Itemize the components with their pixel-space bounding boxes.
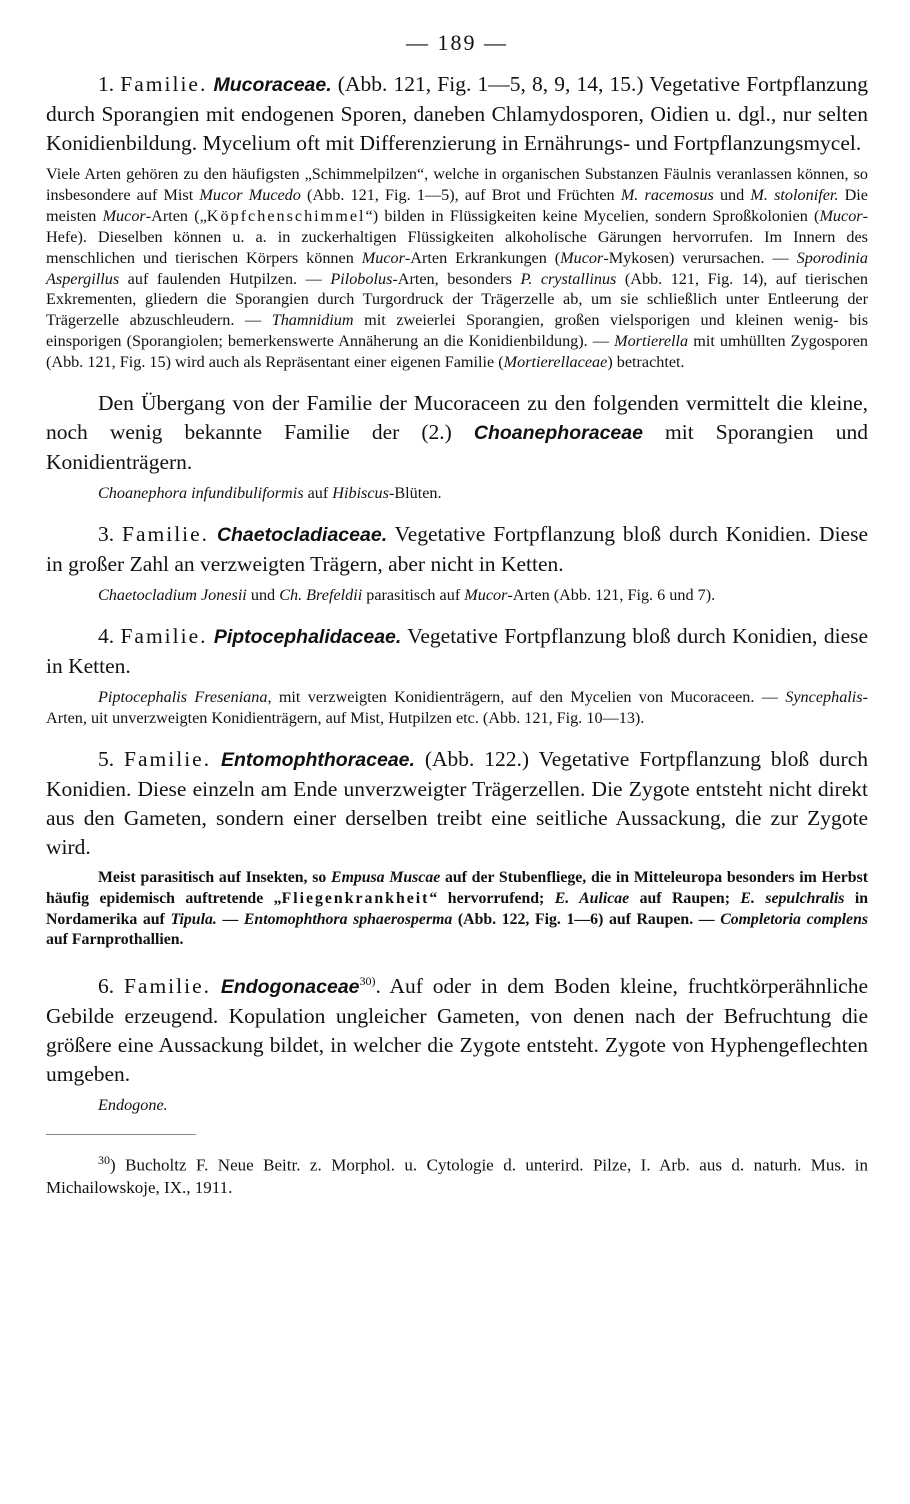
footnote-reference: 30) (359, 974, 376, 989)
family-2-notes: Choanephora infundibuliformis auf Hibiscus-Blüten. (98, 484, 442, 503)
footnote-text: ) Bucholtz F. Neue Beitr. z. Morphol. u. Cytologie d. unterird. Pilze, I. Arb. aus d. naturh. Mus. in Michailowskoje, IX., 1911. (46, 1156, 868, 1198)
family-1-notes: Viele Arten gehören zu den häufigsten „Schimmelpilzen“, welche in organischen Substanzen Fäulnis veranlassen können, so insbesondere auf Mist Mucor Mucedo (Abb. 121, Fig. 1—5), auf Brot und Früchten M. racemosus und M. stolonifer. Die meisten Mucor-Arten („Köpfchenschimmel“) bilden in Flüssigkeiten keine Mycelien, sondern Sproßkolonien (Mucor-Hefe). Dieselben können u. a. in zuckerhaltigen Flüssigkeiten alkoholische Gärungen hervorrufen. Im Innern des menschlichen und tierischen Körpers können Mucor-Arten Erkrankungen (Mucor-Mykosen) verursachen. — Sporodinia Aspergillus auf faulenden Hutpilzen. — Pilobolus-Arten, besonders P. crystallinus (Abb. 121, Fig. 14), auf tierischen Exkrementen, gliedern die Sporangien durch Turgordruck der Trägerzelle ab, um sie schließlich unter Entleerung der Trägerzelle abzuschleudern. — Thamnidium mit zweierlei Sporangien, großen vielsporigen und kleinen wenig- bis einsporigen (Sporangiolen; bemerkenswerte Annäherung an die Konidienbildung). — Mortierella mit umhüllten Zygosporen (Abb. 121, Fig. 15) wird auch als Repräsentant einer eigenen Familie (Mortierellaceae) betrachtet. (46, 165, 868, 372)
family-word: Familie. (120, 72, 208, 96)
family-3-paragraph: 3. Familie. Chaetocladiaceae. Vegetative Fortpflanzung bloß durch Konidien. Diese in großer Zahl an verzweigten Trägern, aber nicht in Ketten. (46, 521, 868, 576)
family-2-paragraph: Den Übergang von der Familie der Mucoraceen zu den folgenden vermittelt die kleine, noch wenig bekannte Familie der (2.) Choanephoraceae mit Sporangien und Konidienträgern. (46, 391, 868, 475)
footnote (46, 1149, 868, 1199)
book-page (46, 30, 868, 1199)
family-description: (Abb. 121, Fig. 1—5, 8, 9, 14, 15.) Vegetative Fortpflanzung durch Sporangien mit endogenen Sporen, daneben Chlamydosporen, Oidien u. dgl., nur selten Konidienbildung. Mycelium oft mit Differenzierung in Ernährungs- und Fortpflanzungsmycel. (46, 72, 869, 155)
family-6-notes: Endogone. (98, 1096, 168, 1115)
family-number: 1. (98, 72, 121, 96)
family-name: Chaetocladiaceae. (216, 523, 388, 546)
family-name: Endogonaceae (220, 976, 360, 999)
family-3-notes: Chaetocladium Jonesii und Ch. Brefeldii parasitisch auf Mucor-Arten (Abb. 121, Fig. 6 und 7). (98, 585, 716, 604)
family-4-notes: Piptocephalis Freseniana, mit verzweigten Konidienträgern, auf den Mycelien von Mucoraceen. — Syncephalis-Arten, uit unverzweigten Konidienträgern, auf Mist, Hutpilzen etc. (Abb. 121, Fig. 10—13). (46, 687, 868, 727)
family-name: Mucoraceae. (213, 74, 332, 96)
family-name: Piptocephalidaceae. (213, 625, 402, 648)
family-6-paragraph: 6. Familie. Endogonaceae$^{30)}$. Auf oder in dem Boden kleine, fruchtkörperähnliche Gebilde erzeugend. Kopulation ungleicher Gameten, von denen nach der Befruchtung die größere eine Aussackung bildet, in welcher die Zygote entsteht. Zygote von Hyphengeflechten umgeben. (46, 974, 869, 1087)
footnote-mark: 30 (98, 1153, 110, 1168)
family-1-paragraph (46, 70, 868, 158)
page-number: — 189 — (406, 30, 508, 55)
family-5-paragraph: 5. Familie. Entomophthoraceae. (Abb. 122.) Vegetative Fortpflanzung bloß durch Konidien. Diese einzeln am Ende unverzweigter Trägerzellen. Die Zygote entsteht nicht direkt aus den Gameten, sondern einer derselben treibt eine seitliche Aussackung, die zur Zygote wird. (46, 746, 869, 859)
family-name: Entomophthoraceae. (221, 748, 415, 771)
family-name: Choanephoraceae (473, 422, 643, 445)
footnote-divider (46, 1134, 196, 1135)
family-5-notes: Meist parasitisch auf Insekten, so Empusa Muscae auf der Stubenfliege, die in Mitteleuropa besonders im Herbst häufig epidemisch auftretende „Fliegenkrankheit“ hervorrufend; E. Aulicae auf Raupen; E. sepulchralis in Nordamerika auf Tipula. — Entomophthora sphaerosperma (Abb. 122, Fig. 1—6) auf Raupen. — Completoria complens auf Farnprothallien. (46, 868, 869, 949)
family-4-paragraph: 4. Familie. Piptocephalidaceae. Vegetative Fortpflanzung bloß durch Konidien, diese in Ketten. (46, 623, 869, 678)
